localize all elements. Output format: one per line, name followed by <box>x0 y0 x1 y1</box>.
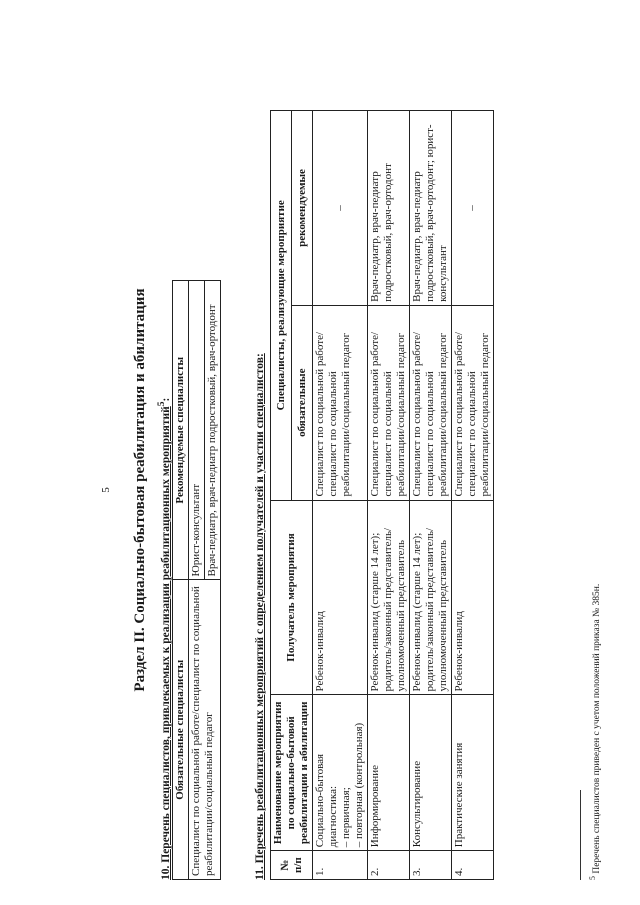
row-num: 2. <box>368 851 410 880</box>
header-recipient: Получатель мероприятия <box>271 500 313 695</box>
row-required: Специалист по социальной работе/специалист по социальной реабилитации/социальный педагог <box>313 305 368 500</box>
row-recommended: – <box>313 111 368 306</box>
specialists-table <box>172 280 221 880</box>
section11-heading-text: 11. Перечень реабилитационных мероприятий с определением получателей и участии специалистов: <box>254 353 266 880</box>
row-recipient: Ребенок-инвалид (старше 14 лет); родитель/законный представитель/уполномоченный представитель <box>410 500 452 695</box>
row-num: 1. <box>313 851 368 880</box>
row-num: 4. <box>452 851 494 880</box>
measures-table <box>270 110 494 880</box>
row-name: Консультирование <box>410 695 452 851</box>
footnote <box>588 584 602 880</box>
header-required-specialists: Обязательные специалисты <box>173 580 189 880</box>
row-name-text: Социально-бытовая диагностика: <box>314 753 339 848</box>
row-name: Практические занятия <box>452 695 494 851</box>
table-header-row <box>271 111 292 880</box>
table-row <box>313 111 368 880</box>
table-row <box>368 111 410 880</box>
row-recommended: – <box>452 111 494 306</box>
section10-heading-text: 10. Перечень специалистов, привлекаемых к реализации реабилитационных мероприятий <box>159 406 172 880</box>
header-specialists: Специалисты, реализующие мероприятие <box>271 111 292 501</box>
row-required: Специалист по социальной работе/специалист по социальной реабилитации/социальный педагог <box>452 305 494 500</box>
table-header-row <box>173 281 189 880</box>
section-title: Раздел II. Социально-бытовая реабилитация и абилитация <box>132 288 148 692</box>
row-recipient: Ребенок-инвалид <box>452 500 494 695</box>
row-num: 3. <box>410 851 452 880</box>
header-recommended-specialists: Рекомендуемые специалисты <box>173 281 189 581</box>
header-num: № п/п <box>271 851 313 880</box>
row-required: Специалист по социальной работе/специалист по социальной реабилитации/социальный педагог <box>368 305 410 500</box>
row-required: Специалист по социальной работе/специалист по социальной реабилитации/социальный педагог <box>410 305 452 500</box>
footnote-divider <box>580 790 581 880</box>
row-recipient: Ребенок-инвалид (старше 14 лет); родитель/законный представитель/уполномоченный представитель <box>368 500 410 695</box>
table-cell: Специалист по социальной работе/специалист по социальной реабилитации/социальный педагог <box>189 580 221 880</box>
section11-heading <box>254 353 266 880</box>
table-row <box>189 281 205 880</box>
row-recommended: Врач-педиатр, врач-педиатр подростковый, врач-ортодонт <box>368 111 410 306</box>
footnote-ref: 5 <box>156 401 167 407</box>
table-row <box>410 111 452 880</box>
row-sublist <box>340 698 366 847</box>
rotated-content <box>100 100 640 880</box>
page-number: 5 <box>100 487 112 493</box>
section10-heading <box>156 398 172 880</box>
row-recommended: Врач-педиатр, врач-педиатр подростковый, врач-ортодонт; юрист-консультант <box>410 111 452 306</box>
list-item: – повторная (контрольная) <box>353 722 365 848</box>
footnote-mark: 5 <box>588 876 597 880</box>
header-name: Наименование мероприятия по социально-бытовой реабилитации и абилитации <box>271 695 313 851</box>
table-cell: Юрист-консультант <box>189 281 205 581</box>
table-cell: Врач-педиатр, врач-педиатр подростковый, врач-ортодонт <box>205 281 221 581</box>
footnote-text: Перечень специалистов приведен с учетом положений приказа № 385н. <box>592 583 603 874</box>
list-item: – первичная; <box>340 787 352 848</box>
table-row <box>452 111 494 880</box>
row-recipient: Ребенок-инвалид <box>313 500 368 695</box>
header-recommended: рекомендуемые <box>292 111 313 306</box>
header-required: обязательные <box>292 305 313 500</box>
row-name <box>313 695 368 851</box>
section10-heading-colon: : <box>159 397 172 402</box>
row-name: Информирование <box>368 695 410 851</box>
